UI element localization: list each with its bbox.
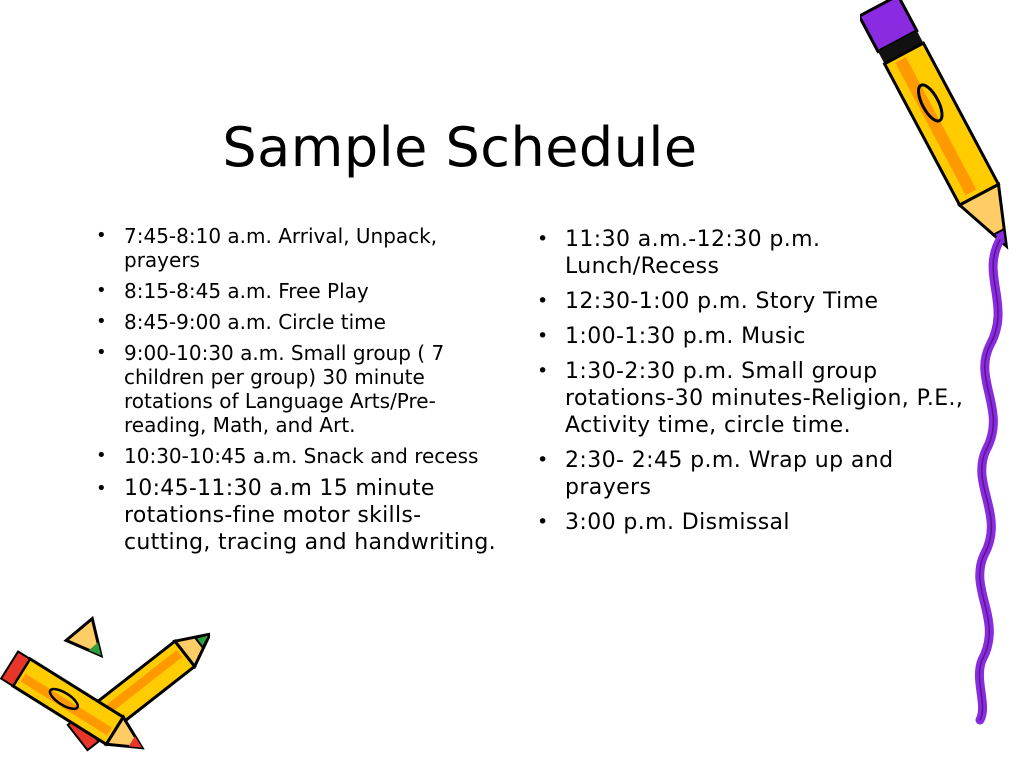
bullet-icon: •: [537, 449, 549, 471]
bullet-icon: •: [537, 228, 549, 250]
list-item: [86, 310, 506, 334]
pencil-small-red-icon: [0, 650, 160, 768]
list-item-text: 12:30-1:00 p.m. Story Time: [565, 289, 879, 314]
list-item-text: 2:30- 2:45 p.m. Wrap up and prayers: [565, 448, 894, 500]
list-item-text: 7:45-8:10 a.m. Arrival, Unpack, prayers: [124, 224, 438, 272]
slide-title: Sample Schedule: [222, 116, 698, 179]
bullet-icon: •: [537, 511, 549, 533]
list-item: [86, 444, 506, 468]
bullet-icon: •: [537, 290, 549, 312]
list-item-text: 3:00 p.m. Dismissal: [565, 510, 790, 535]
list-item: [86, 475, 506, 556]
right-schedule-list: [527, 226, 967, 544]
list-item-text: 10:45-11:30 a.m 15 minute rotations-fine motor skills-cutting, tracing and handwriting.: [124, 476, 496, 555]
list-item: [527, 323, 967, 350]
bullet-icon: •: [96, 478, 107, 499]
list-item-text: 1:30-2:30 p.m. Small group rotations-30 minutes-Religion, P.E., Activity time, circle time.: [565, 359, 964, 438]
bullet-icon: •: [96, 311, 107, 332]
list-item-text: 9:00-10:30 a.m. Small group ( 7 children per group) 30 minute rotations of Language Arts/Pre-reading, Math, and Art.: [124, 341, 445, 437]
list-item-text: 10:30-10:45 a.m. Snack and recess: [124, 444, 479, 468]
list-item: [86, 279, 506, 303]
bullet-icon: •: [96, 342, 107, 363]
list-item: [527, 358, 967, 439]
list-item-text: 8:15-8:45 a.m. Free Play: [124, 279, 369, 303]
bullet-icon: •: [537, 360, 549, 382]
squiggle-line-icon: [960, 235, 1020, 725]
pencil-large-icon: [860, 0, 1024, 250]
list-item-text: 8:45-9:00 a.m. Circle time: [124, 310, 386, 334]
list-item-text: 1:00-1:30 p.m. Music: [565, 324, 806, 349]
bullet-icon: •: [96, 225, 107, 246]
left-schedule-list: [86, 224, 506, 563]
bullet-icon: •: [537, 325, 549, 347]
list-item: [527, 447, 967, 501]
bullet-icon: •: [96, 445, 107, 466]
bullet-icon: •: [96, 280, 107, 301]
list-item: [86, 341, 506, 437]
list-item: [527, 509, 967, 536]
list-item: [527, 288, 967, 315]
list-item-text: 11:30 a.m.-12:30 p.m. Lunch/Recess: [565, 227, 821, 279]
list-item: [86, 224, 506, 272]
